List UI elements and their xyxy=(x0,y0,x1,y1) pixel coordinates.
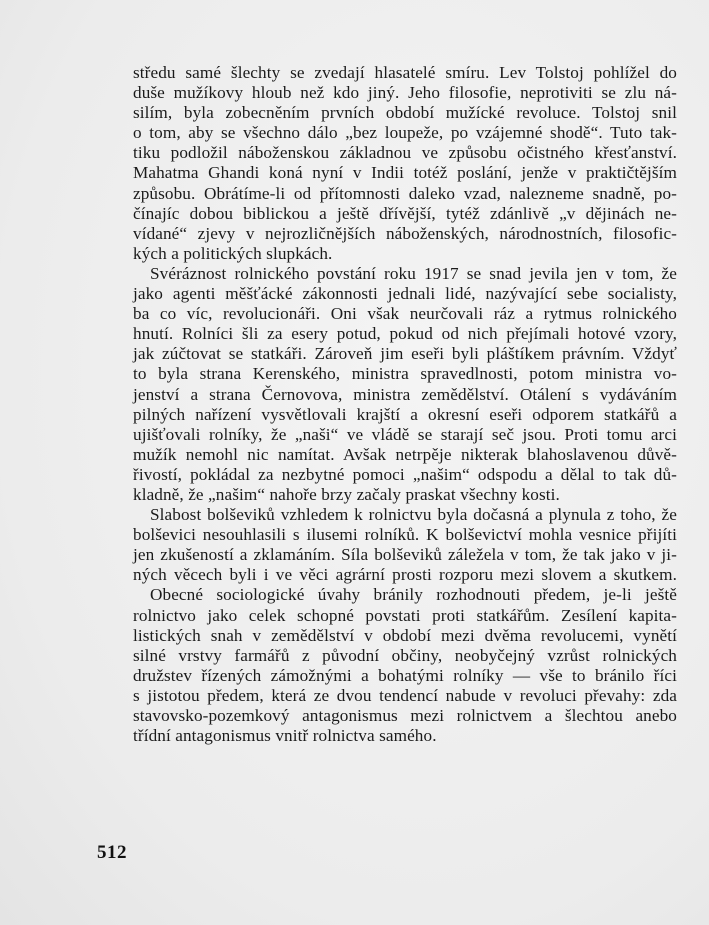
text-line: kladně, že „našim“ nahoře brzy začaly praskat všechny kosti. xyxy=(133,484,560,504)
text-line: listických snah v zemědělství v období mezi dvěma revolucemi, vynětí xyxy=(133,625,677,645)
text-line: o tom, aby se všechno dálo „bez loupeže, po vzájemné shodě“. Tuto tak- xyxy=(133,123,677,143)
text-line: bolševici nesouhlasili s ilusemi rolníků. K bolševictví mohla vesnice přijíti xyxy=(133,525,677,545)
text-line: mužík nemohl nic namítat. Avšak netrpěje nikterak blahoslavenou důvě- xyxy=(133,444,677,464)
text-line: Slabost bolševiků vzhledem k rolnictvu byla dočasná a plynula z toho, že xyxy=(150,505,677,525)
text-line: ných věcech byli i ve věci agrární prosti rozporu mezi slovem a skutkem. xyxy=(133,565,677,585)
text-line: hnutí. Rolníci šli za esery potud, pokud od nich přejímali hotové vzory, xyxy=(133,324,677,344)
body-text xyxy=(133,63,677,746)
text-line: družstev řízených zámožnými a bohatými rolníky — vše to bránilo říci xyxy=(133,665,677,685)
text-line: rolnictvo jako celek schopné povstati proti statkářům. Zesílení kapita- xyxy=(133,605,677,625)
paragraph xyxy=(133,505,677,585)
text-line: tiku podložil náboženskou základnou ve způsobu očistného křesťanství. xyxy=(133,143,677,163)
text-line: to byla strana Kerenského, ministra spravedlnosti, potom ministra vo- xyxy=(133,364,677,384)
text-line: ba co víc, revolucionáři. Oni však neurčovali ráz a rytmus rolnického xyxy=(133,304,677,324)
text-line: Obecné sociologické úvahy bránily rozhodnouti předem, je-li ještě xyxy=(150,585,677,605)
text-line: Svéráznost rolnického povstání roku 1917 se snad jevila jen v tom, že xyxy=(150,263,677,283)
text-line: silné vrstvy farmářů z původní občiny, neobyčejný vzrůst rolnických xyxy=(133,645,677,665)
paragraph xyxy=(133,264,677,505)
paragraph xyxy=(133,585,677,746)
text-line: vídané“ zjevy v nejrozličnějších náboženských, národnostních, filosofic- xyxy=(133,223,677,243)
text-line: způsobu. Obrátíme-li od přítomnosti daleko vzad, nalezneme snadně, po- xyxy=(133,183,677,203)
text-line: třídní antagonismus vnitř rolnictva samého. xyxy=(133,726,437,746)
text-line: čínajíc dobou biblickou a ještě dřívější, tytéž zdánlivě „v dějinách ne- xyxy=(133,203,677,223)
text-line: silím, byla zobecněním prvních období mužícké revoluce. Tolstoj snil xyxy=(133,103,677,123)
text-line: Mahatma Ghandi koná nyní v Indii totéž poslání, jenže v praktičtějším xyxy=(133,163,677,183)
paragraph xyxy=(133,63,677,264)
text-line: středu samé šlechty se zvedají hlasatelé smíru. Lev Tolstoj pohlížel do xyxy=(133,63,677,82)
text-line: jen zkušeností a zklamáním. Síla bolševiků záležela v tom, že tak jako v ji- xyxy=(133,545,677,565)
text-line: jenství a strana Černovova, ministra zemědělství. Otálení s vydáváním xyxy=(133,384,677,404)
text-line: jako agenti měšťácké zákonnosti jednali lidé, nazývající sebe socialisty, xyxy=(133,284,677,304)
text-line: s jistotou předem, která ze dvou tendencí nabude v revoluci převahy: zda xyxy=(133,685,677,705)
text-line: jak zúčtovat se statkáři. Zároveň jim eseři byli pláštíkem právním. Vždyť xyxy=(133,344,677,364)
text-line: kých a politických slupkách. xyxy=(133,243,333,263)
text-line: duše mužíkovy hloub než kdo jiný. Jeho filosofie, neprotiviti se zlu ná- xyxy=(133,83,677,103)
text-line: stavovsko-pozemkový antagonismus mezi rolnictvem a šlechtou anebo xyxy=(133,706,677,725)
text-line: řivostí, pokládal za nezbytné pomoci „našim“ odspodu a dělal to tak dů- xyxy=(133,464,677,484)
text-line: ujišťovali rolníky, že „naši“ ve vládě se starají seč jsou. Proti tomu arci xyxy=(133,424,677,444)
page-number: 512 xyxy=(97,842,127,863)
text-line: pilných nařízení vysvětlovali krajští a okresní eseři odporem statkářů a xyxy=(133,404,677,424)
